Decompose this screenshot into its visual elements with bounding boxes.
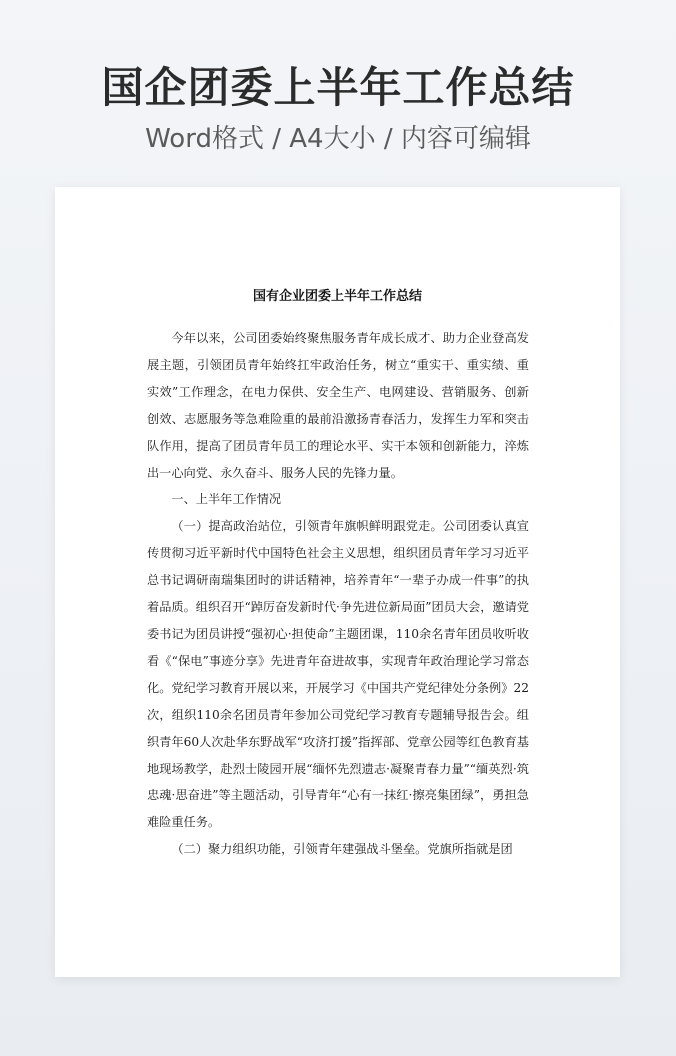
document-body: [147, 325, 529, 863]
intro-paragraph: 今年以来，公司团委始终聚焦服务青年成长成才、助力企业登高发展主题，引领团员青年始终扛牢政治任务，树立“重实干、重实绩、重实效”工作理念，在电力保供、安全生产、电网建设、营销服务、创新创效、志愿服务等急难险重的最前沿激扬青春活力，发挥生力军和突击队作用，提高了团员青年员工的理论水平、实干本领和创新能力，淬炼出一心向党、永久奋斗、服务人民的先锋力量。: [147, 331, 529, 480]
promo-banner: [0, 62, 676, 156]
body-paragraph: （一）提高政治站位，引领青年旗帜鲜明跟党走。公司团委认真宣传贯彻习近平新时代中国特色社会主义思想，组织团员青年学习习近平总书记调研南瑞集团时的讲话精神，培养青年“一辈子办成一件事”的执着品质。组织召开“踔厉奋发新时代·争先进位新局面”团员大会，邀请党委书记为团员讲授“强初心·担使命”主题团课，110余名青年团员收听收看《“保电”事迹分享》先进青年奋进故事，实现青年政治理论学习常态化。党纪学习教育开展以来，开展学习《中国共产党纪律处分条例》22次，组织110余名团员青年参加公司党纪学习教育专题辅导报告会。组织青年60人次赴华东野战军“攻济打援”指挥部、党章公园等红色教育基地现场教学，赴烈士陵园开展“缅怀先烈遗志·凝聚青春力量”“缅英烈·筑忠魂·思奋进”等主题活动，引导青年“心有一抹红·擦亮集团绿”，勇担急难险重任务。: [147, 519, 529, 830]
banner-title: 国企团委上半年工作总结: [101, 63, 575, 112]
section-heading: 一、上半年工作情况: [171, 492, 282, 507]
body-paragraph: （二）聚力组织功能，引领青年建强战斗堡垒。党旗所指就是团: [171, 842, 513, 857]
document-page: [55, 187, 620, 977]
banner-subtitle: Word格式 / A4大小 / 内容可编辑: [145, 124, 531, 154]
document-title: 国有企业团委上半年工作总结: [252, 289, 422, 304]
